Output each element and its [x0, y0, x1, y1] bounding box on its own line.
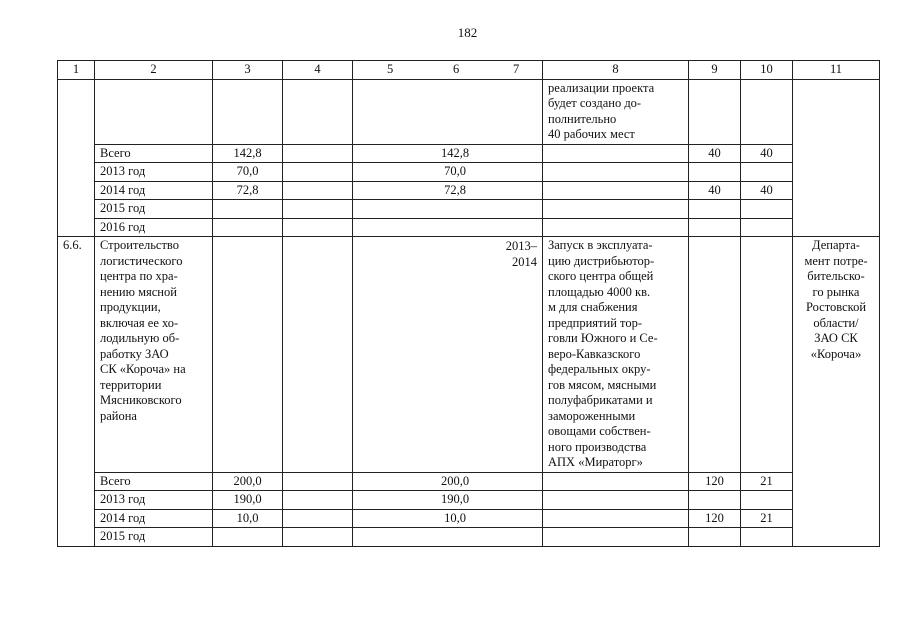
result-line: предприятий тор-: [548, 315, 642, 330]
row-col567: [353, 144, 543, 163]
table-row: [58, 144, 880, 163]
result-line: гов мясом, мясными: [548, 377, 657, 392]
row-col9-value: [689, 200, 741, 219]
table-row: [58, 528, 880, 547]
block1-result-cell: [543, 79, 689, 144]
block1-col2: [95, 79, 213, 144]
item-col9: [689, 237, 741, 473]
block1-executor-cell: [793, 79, 880, 237]
row-label: Всего: [95, 144, 213, 163]
row-col4: [283, 472, 353, 491]
item-col3: [213, 237, 283, 473]
header-col-6: 6: [453, 62, 460, 76]
row-col8: [543, 163, 689, 182]
program-table: [57, 60, 880, 547]
page-number: 182: [457, 25, 478, 40]
row-col3-value: [213, 218, 283, 237]
row-col8: [543, 528, 689, 547]
row-col6-value: 190,0: [440, 492, 470, 506]
row-col10-value: [741, 163, 793, 182]
block1-col10: [741, 79, 793, 144]
row-col8: [543, 218, 689, 237]
table-row: [58, 200, 880, 219]
header-col-7: 7: [513, 62, 520, 76]
item-number: 6.6.: [58, 237, 95, 547]
result-line: ского центра общей: [548, 269, 654, 283]
block1-number-cell: [58, 79, 95, 237]
item-name-line: СК «Короча» на: [100, 362, 186, 376]
header-col-5-6-7: [353, 61, 543, 80]
item-col4: [283, 237, 353, 473]
header-col-10: 10: [741, 61, 793, 80]
row-col3-value: 10,0: [213, 509, 283, 528]
row-col8: [543, 509, 689, 528]
result-line: будет создано до-: [548, 96, 642, 110]
item-name-line: включая ее хо-: [100, 315, 179, 330]
row-col6-value: 70,0: [444, 164, 466, 178]
row-col10-value: [741, 528, 793, 547]
row-label: 2014 год: [95, 181, 213, 200]
row-col10-value: 21: [741, 472, 793, 491]
row-col567: [353, 200, 543, 219]
executor-line: мент потре-: [804, 253, 868, 268]
result-line: Запуск в эксплуата-: [548, 238, 653, 252]
executor-line: Департа-: [812, 238, 860, 252]
header-col-3: 3: [213, 61, 283, 80]
row-col567: [353, 528, 543, 547]
executor-line: го рынка: [812, 284, 860, 299]
block1-col567: [353, 79, 543, 144]
row-col9-value: 120: [689, 509, 741, 528]
row-label: 2016 год: [95, 218, 213, 237]
item-col567: [353, 237, 543, 473]
header-col-5: 5: [387, 62, 394, 76]
row-col3-value: [213, 200, 283, 219]
header-col-8: 8: [543, 61, 689, 80]
row-col4: [283, 528, 353, 547]
row-col4: [283, 218, 353, 237]
item-name-line: лодильную об-: [100, 331, 180, 345]
executor-line: бительско-: [807, 269, 865, 283]
table-row: [58, 181, 880, 200]
row-col8: [543, 200, 689, 219]
row-col10-value: [741, 200, 793, 219]
row-col567: [353, 181, 543, 200]
row-col6-value: 72,8: [444, 182, 466, 197]
row-col3-value: 70,0: [213, 163, 283, 182]
row-col4: [283, 491, 353, 510]
row-col567: [353, 472, 543, 491]
result-line: полнительно: [548, 111, 617, 126]
item-name-line: работку ЗАО: [100, 346, 169, 361]
row-col3-value: 200,0: [213, 472, 283, 491]
table-row: [58, 491, 880, 510]
table-row: [58, 509, 880, 528]
row-label: 2015 год: [95, 200, 213, 219]
item-name-line: Строительство: [100, 238, 180, 252]
row-col8: [543, 472, 689, 491]
row-col4: [283, 163, 353, 182]
row-col6-value: 142,8: [440, 145, 470, 160]
result-line: ного производства: [548, 439, 647, 454]
executor-line: Ростовской: [805, 300, 867, 314]
result-line: АПХ «Мираторг»: [548, 455, 643, 469]
result-line: овощами собствен-: [548, 424, 651, 438]
row-col6-value: 10,0: [444, 510, 466, 525]
row-col8: [543, 491, 689, 510]
row-label: 2013 год: [95, 163, 213, 182]
item-name-line: нению мясной: [100, 284, 177, 299]
item-executor-cell: [793, 237, 880, 547]
row-col4: [283, 509, 353, 528]
row-col9-value: [689, 163, 741, 182]
row-col9-value: [689, 218, 741, 237]
row-col4: [283, 181, 353, 200]
executor-line: области/: [813, 315, 859, 330]
item-period: [506, 239, 537, 270]
table-row: [58, 218, 880, 237]
result-line: 40 рабочих мест: [548, 127, 635, 141]
row-col8: [543, 181, 689, 200]
header-col-1: 1: [58, 61, 95, 80]
result-line: м для снабжения: [548, 300, 638, 314]
row-label: 2013 год: [95, 491, 213, 510]
block1-col4: [283, 79, 353, 144]
result-line: веро-Кавказского: [548, 346, 641, 361]
item-name-cell: [95, 237, 213, 473]
header-col-4: 4: [283, 61, 353, 80]
row-col3-value: 142,8: [213, 144, 283, 163]
row-col567: [353, 509, 543, 528]
item-description-row: [58, 237, 880, 473]
header-col-11: 11: [793, 61, 880, 80]
table-row: [58, 163, 880, 182]
row-label: Всего: [95, 472, 213, 491]
row-col10-value: 40: [741, 144, 793, 163]
item-result-cell: [543, 237, 689, 473]
row-col10-value: 40: [741, 181, 793, 200]
row-col3-value: 72,8: [213, 181, 283, 200]
executor-line: ЗАО СК: [814, 331, 858, 345]
result-line: федеральных окру-: [548, 362, 651, 376]
row-col9-value: 120: [689, 472, 741, 491]
table-row: [58, 472, 880, 491]
item-name-line: территории: [100, 377, 162, 392]
block1-continuation-row: [58, 79, 880, 144]
row-col10-value: [741, 491, 793, 510]
row-col4: [283, 200, 353, 219]
row-col567: [353, 163, 543, 182]
item-name-line: центра по хра-: [100, 269, 178, 283]
row-col6-value: 200,0: [440, 473, 470, 488]
row-col9-value: [689, 491, 741, 510]
row-col3-value: [213, 528, 283, 547]
row-col9-value: [689, 528, 741, 547]
block1-col3: [213, 79, 283, 144]
item-col10: [741, 237, 793, 473]
header-row: [58, 61, 880, 80]
row-col9-value: 40: [689, 144, 741, 163]
item-name-line: логистического: [100, 253, 183, 268]
row-col9-value: 40: [689, 181, 741, 200]
item-period-line: 2013–: [505, 239, 537, 253]
row-col3-value: 190,0: [213, 491, 283, 510]
row-col10-value: [741, 218, 793, 237]
result-line: замороженными: [548, 408, 636, 423]
block1-col9: [689, 79, 741, 144]
row-col10-value: 21: [741, 509, 793, 528]
item-name-line: района: [100, 408, 137, 423]
item-name-line: продукции,: [100, 300, 161, 314]
row-label: 2015 год: [95, 528, 213, 547]
item-period-line: 2014: [512, 254, 537, 269]
row-col4: [283, 144, 353, 163]
executor-line: «Короча»: [810, 346, 862, 361]
result-line: площадью 4000 кв.: [548, 284, 651, 299]
result-line: полуфабрикатами и: [548, 393, 653, 407]
header-col-2: 2: [95, 61, 213, 80]
row-col567: [353, 218, 543, 237]
result-line: реализации проекта: [548, 80, 655, 95]
item-name-line: Мясниковского: [100, 393, 182, 407]
header-col-9: 9: [689, 61, 741, 80]
row-col567: [353, 491, 543, 510]
result-line: цию дистрибьютор-: [548, 253, 655, 268]
result-line: говли Южного и Се-: [548, 331, 658, 345]
row-col8: [543, 144, 689, 163]
row-label: 2014 год: [95, 509, 213, 528]
